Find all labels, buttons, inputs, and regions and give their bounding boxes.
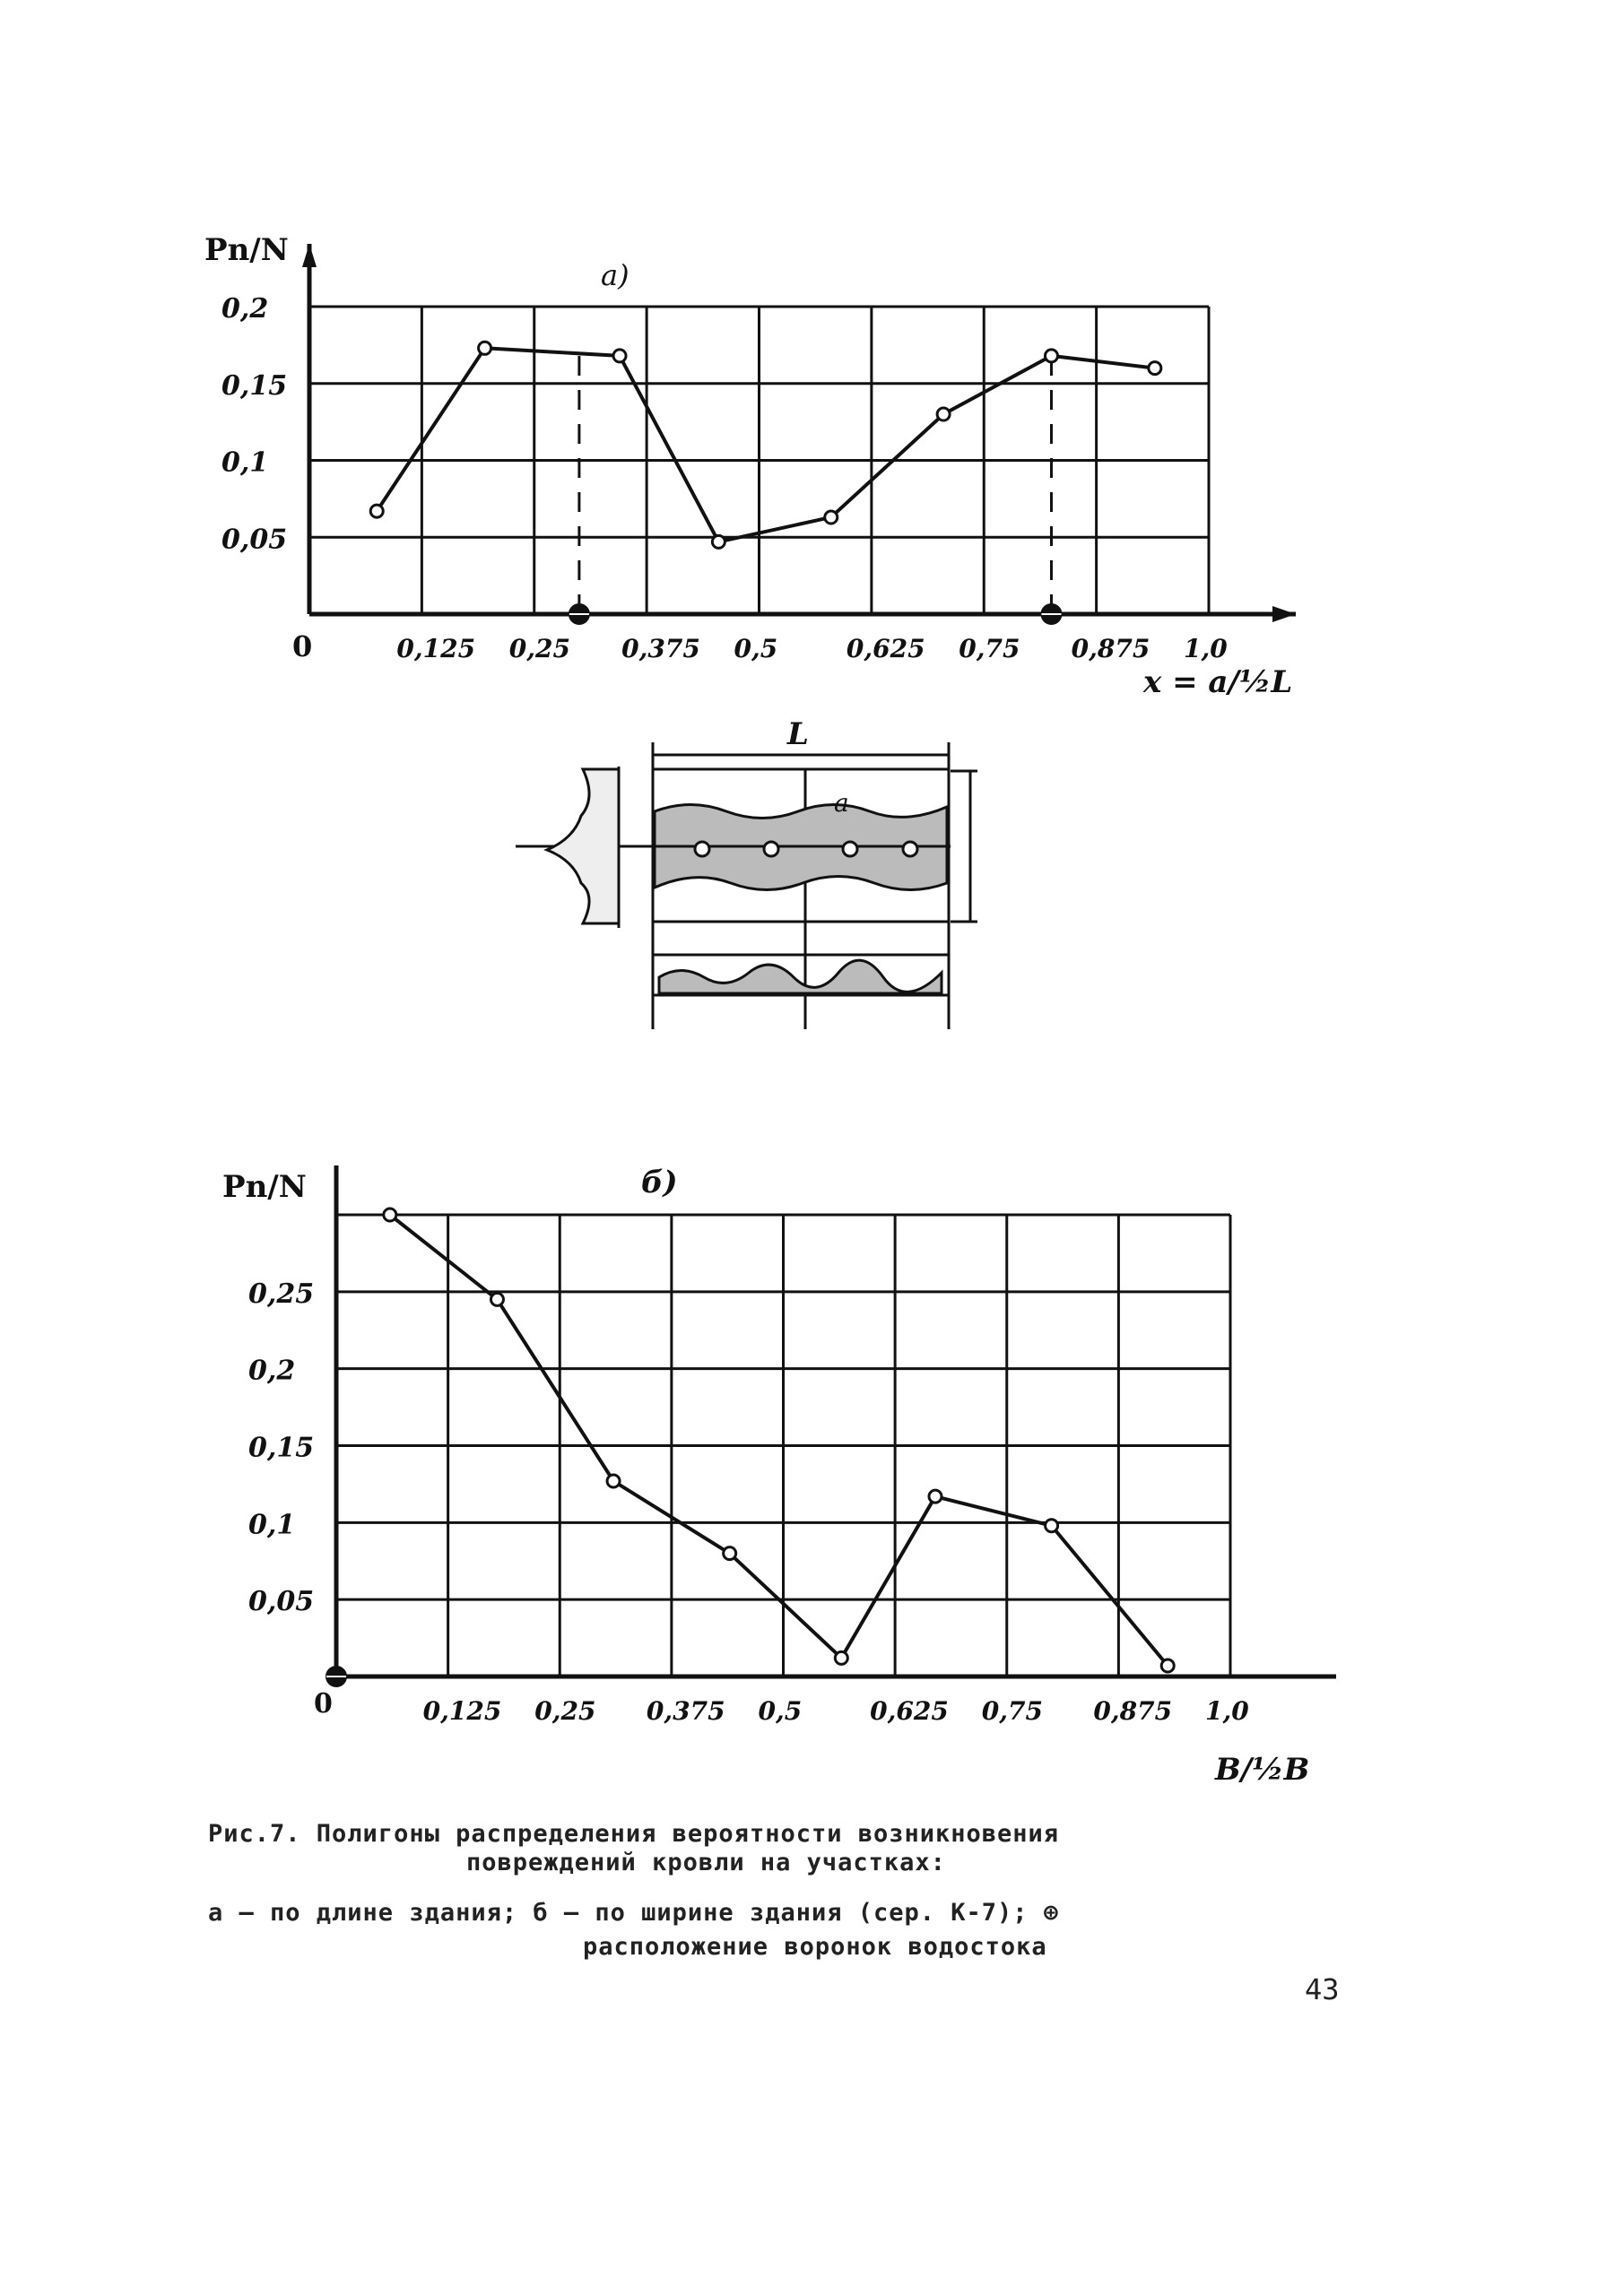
chart-a-x-tick-label: 0,875	[1071, 634, 1150, 663]
chart-b-data-point	[724, 1547, 736, 1560]
chart-a-x-tick-label: 0,25	[508, 634, 570, 663]
roof-plan-diagram	[516, 716, 977, 1029]
chart-a-x-tick-label: 0,75	[959, 634, 1020, 663]
chart-a-y-tick-label: 0,15	[221, 369, 288, 402]
chart-a-x-tick-label: 0,5	[734, 634, 778, 663]
chart-b-origin-label: 0	[314, 1688, 333, 1720]
chart-a-x-axis-label: x = a/½L	[1143, 664, 1293, 700]
chart-b-data-point	[384, 1209, 396, 1221]
chart-a-y-axis-arrow	[302, 244, 317, 267]
chart-b-y-tick-label: 0,25	[248, 1278, 315, 1310]
chart-b-series	[326, 1209, 1174, 1686]
figure-caption-line-3: а – по длине здания; б – по ширине здания (сер. К-7); ⊕	[208, 1899, 1060, 1927]
diagram-side-profile	[547, 769, 619, 923]
chart-a-data-point	[825, 511, 838, 524]
chart-b-panel-label: б)	[641, 1165, 678, 1200]
diagram-drain-point	[903, 842, 917, 856]
chart-a-x-tick-label: 0,375	[621, 634, 700, 663]
chart-b-x-tick-label: 0,625	[870, 1696, 949, 1726]
diagram-length-label: L	[787, 716, 809, 752]
chart-b-x-axis-label: B/½B	[1215, 1752, 1310, 1788]
chart-a-y-tick-label: 0,2	[221, 293, 269, 325]
diagram-drain-point	[843, 842, 857, 856]
chart-b-y-tick-label: 0,1	[248, 1509, 296, 1541]
chart-b-x-tick-label: 0,875	[1093, 1696, 1173, 1726]
chart-a-x-tick-label: 0,125	[396, 634, 476, 663]
figure-caption-line-4: расположение воронок водостока	[583, 1933, 1047, 1961]
diagram-drain-point	[695, 842, 709, 856]
chart-b-data-point	[929, 1490, 942, 1503]
chart-b-grid	[336, 1215, 1230, 1677]
chart-a-x-axis-arrow	[1272, 606, 1296, 622]
chart-a-grid	[309, 307, 1209, 614]
diagram-bottom-profile	[659, 960, 942, 993]
chart-b-data-point	[607, 1475, 620, 1487]
chart-a-axes	[302, 244, 1296, 622]
chart-a-y-tick-label: 0,1	[221, 446, 269, 479]
chart-a-series-line	[377, 348, 1155, 542]
chart-b-data-point	[835, 1651, 847, 1664]
chart-a-panel-label: a)	[601, 258, 630, 292]
chart-b-x-tick-label: 0,75	[981, 1696, 1043, 1726]
chart-b-data-point	[491, 1293, 503, 1305]
chart-a-y-tick-label: 0,05	[221, 524, 288, 556]
chart-a-origin-label: 0	[292, 629, 313, 663]
chart-a-length	[204, 232, 1296, 700]
chart-a-x-tick-labels	[396, 634, 1228, 663]
chart-a-data-point	[479, 342, 491, 354]
chart-b-data-point	[1161, 1659, 1174, 1672]
chart-b-x-tick-label: 0,25	[534, 1696, 596, 1726]
chart-b-x-tick-label: 0,5	[758, 1696, 803, 1726]
diagram-drain-point	[764, 842, 778, 856]
page-number: 43	[1305, 1972, 1340, 2006]
chart-a-data-point	[613, 350, 626, 362]
figure-caption-line-1: Рис.7. Полигоны распределения вероятности возникновения	[208, 1820, 1060, 1848]
chart-b-y-axis-label: Pn/N	[222, 1169, 307, 1205]
chart-a-data-point	[1149, 362, 1161, 375]
chart-b-x-tick-label: 0,375	[646, 1696, 725, 1726]
chart-a-y-axis-label: Pn/N	[204, 232, 289, 268]
chart-b-x-tick-label: 1,0	[1205, 1696, 1249, 1726]
chart-a-x-tick-label: 0,625	[846, 634, 925, 663]
chart-b-y-tick-label: 0,2	[248, 1355, 296, 1387]
chart-b-y-tick-label: 0,05	[248, 1586, 315, 1618]
chart-b-y-tick-label: 0,15	[248, 1432, 315, 1464]
chart-a-x-tick-label: 1,0	[1184, 634, 1228, 663]
chart-a-data-point	[370, 505, 383, 517]
chart-a-data-point	[712, 535, 725, 548]
diagram-inner-label: a	[834, 788, 849, 818]
chart-b-width	[222, 1165, 1336, 1788]
chart-a-y-tick-labels	[221, 293, 287, 555]
chart-b-y-tick-labels	[248, 1278, 314, 1617]
chart-b-series-line	[390, 1215, 1168, 1666]
chart-b-x-tick-label: 0,125	[422, 1696, 502, 1726]
chart-a-data-point	[1045, 350, 1057, 362]
chart-b-x-tick-labels	[423, 1696, 1250, 1726]
figure-caption-line-2: повреждений кровли на участках:	[466, 1849, 946, 1876]
chart-b-data-point	[1046, 1520, 1058, 1532]
chart-a-data-point	[937, 408, 950, 420]
